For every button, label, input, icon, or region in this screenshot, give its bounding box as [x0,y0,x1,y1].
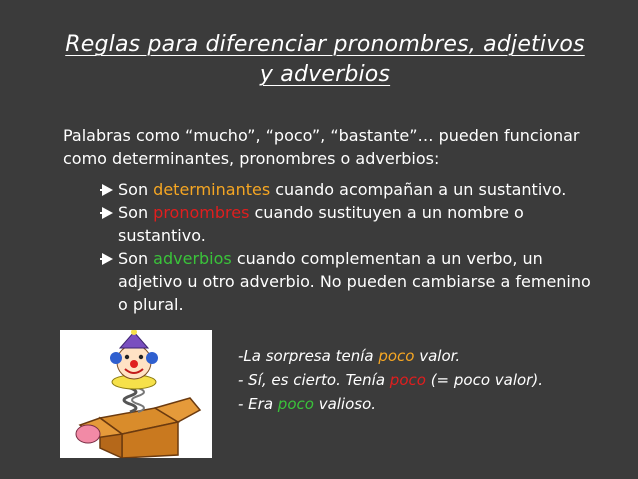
bullet-keyword: adverbios [153,249,232,268]
bullet-keyword: pronombres [153,203,250,222]
bullet-text: cuando complementan a un verbo, un adjetivo u otro adverbio. No pueden cambiarse a femenino o plural. [118,249,591,314]
bullet-adverbios [102,247,602,316]
example-text: valioso. [313,395,377,413]
example-text: -La sorpresa tenía [238,347,379,365]
example-text: valor. [414,347,461,365]
title-line-2: y adverbios [259,62,391,87]
example-text: - Era [238,395,278,413]
bullet-determinantes [102,178,602,201]
title-line-1: Reglas para diferenciar pronombres, adjetivos [65,32,585,57]
example-line [238,392,618,416]
example-line [238,368,618,392]
bullet-list [102,178,602,316]
example-text: (= poco valor). [425,371,543,389]
example-keyword: poco [277,395,314,413]
bullet-text: Son [118,180,154,199]
example-text: - Sí, es cierto. Tenía [238,371,390,389]
intro-paragraph: Palabras como “mucho”, “poco”, “bastante”… pueden funcionar como determinantes, pronombres o adverbios: [63,126,580,168]
example-sentences [238,344,618,416]
bullet-text: Son [118,203,154,222]
jack-in-the-box-clown-icon [60,330,212,458]
bullet-pronombres [102,201,602,247]
bullet-text: cuando acompañan a un sustantivo. [270,180,567,199]
arrow-bullet-icon [102,253,113,265]
bullet-text: cuando sustituyen a un nombre o sustantivo. [118,203,524,245]
slide-title [60,30,590,90]
example-keyword: poco [378,347,415,365]
example-keyword: poco [389,371,426,389]
bullet-text: Son [118,249,154,268]
bullet-keyword: determinantes [153,180,271,199]
arrow-bullet-icon [102,184,113,196]
arrow-bullet-icon [102,207,113,219]
example-line [238,344,618,368]
